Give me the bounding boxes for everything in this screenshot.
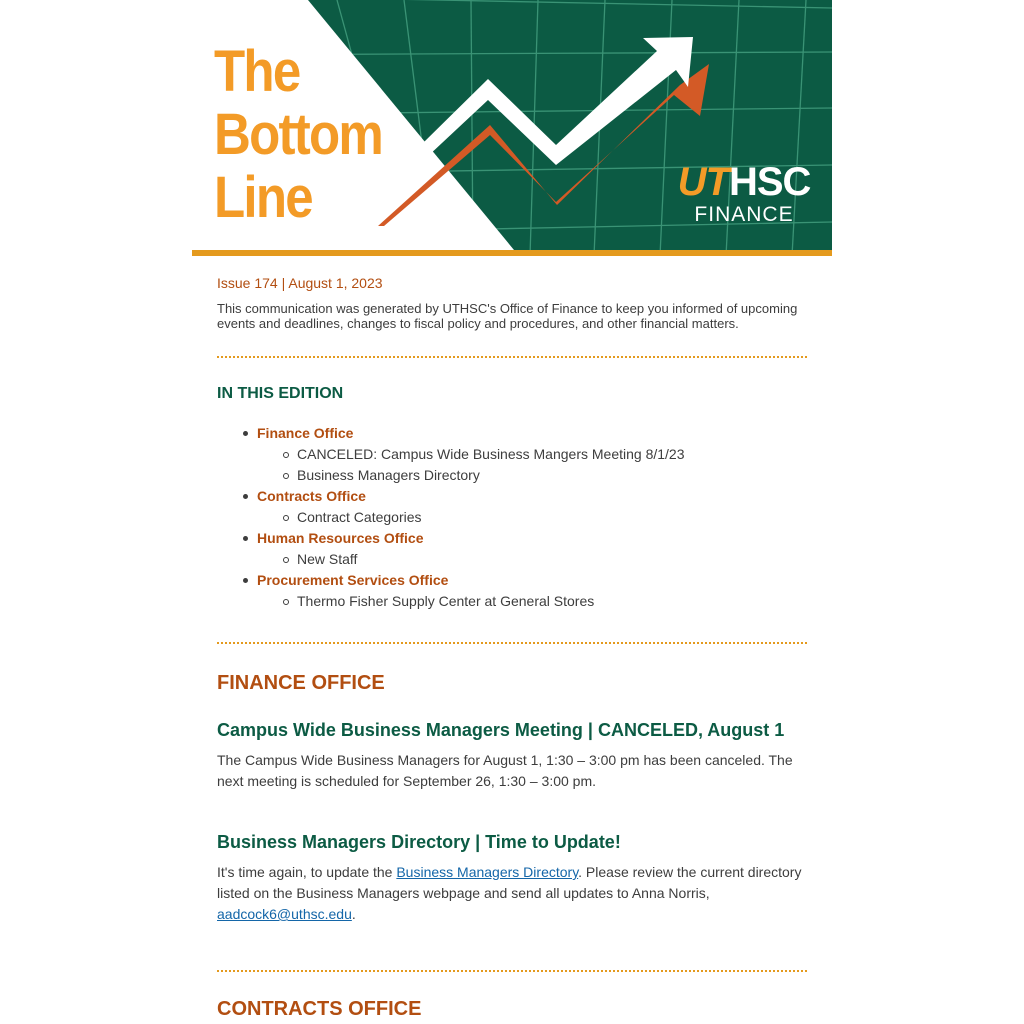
toc-item[interactable]: New Staff [257,549,807,570]
toc-link-contracts-office[interactable]: Contracts Office [257,488,366,504]
intro-text: This communication was generated by UTHSC's Office of Finance to keep you informed of upcoming events and deadlines, changes to fiscal policy and procedures, and other financial matters. [217,301,798,331]
toc-link-human-resources-office[interactable]: Human Resources Office [257,530,424,546]
contracts-office-heading: CONTRACTS OFFICE [217,998,422,1020]
uthsc-finance-logo [672,160,816,226]
header-banner [192,0,832,256]
divider [217,642,807,644]
toc-item[interactable]: Business Managers Directory [257,465,807,486]
business-managers-directory-link[interactable]: Business Managers Directory [396,864,579,880]
meeting-article-body: The Campus Wide Business Managers for August 1, 1:30 – 3:00 pm has been canceled. The next meeting is scheduled for September 26, 1:30 – 3:00 pm. [217,752,793,789]
meeting-article-title: Campus Wide Business Managers Meeting | CANCELED, August 1 [217,720,785,740]
toc-section-procurement [217,570,807,612]
newsletter-title [214,40,382,229]
toc-item[interactable]: Thermo Fisher Supply Center at General Stores [257,591,807,612]
toc-list [217,423,807,612]
divider [217,970,807,972]
directory-article-body [217,862,807,925]
title-line-2: Bottom [214,102,383,167]
toc-item[interactable]: Contract Categories [257,507,807,528]
newsletter [192,0,832,1020]
logo-ut: UT [677,160,729,204]
divider [217,356,807,358]
toc-sublist [257,507,807,528]
toc-sublist [257,591,807,612]
directory-article-title: Business Managers Directory | Time to Update! [217,832,621,852]
toc-item[interactable]: CANCELED: Campus Wide Business Mangers Meeting 8/1/23 [257,444,807,465]
title-line-1: The [214,39,300,104]
logo-hsc: HSC [728,160,811,204]
directory-text-3: . [351,906,356,922]
toc-section-contracts [217,486,807,528]
toc-link-finance-office[interactable]: Finance Office [257,425,354,441]
directory-text-1: It's time again, to update the [217,864,397,880]
directory-text-2: . Please review the current directory listed on the Business Managers webpage and send all updates to Anna Norris, [217,864,802,901]
finance-office-heading: FINANCE OFFICE [217,672,385,694]
issue-line: Issue 174 | August 1, 2023 [217,275,383,291]
email-link[interactable]: aadcock6@uthsc.edu [217,906,352,922]
toc-section-finance [217,423,807,486]
toc-link-procurement-services-office[interactable]: Procurement Services Office [257,572,449,588]
logo-finance: FINANCE [694,203,794,226]
toc-section-hr [217,528,807,570]
newsletter-body [192,275,832,1020]
toc-sublist [257,444,807,486]
toc-title: IN THIS EDITION [217,385,344,402]
title-line-3: Line [214,165,312,230]
toc-sublist [257,549,807,570]
